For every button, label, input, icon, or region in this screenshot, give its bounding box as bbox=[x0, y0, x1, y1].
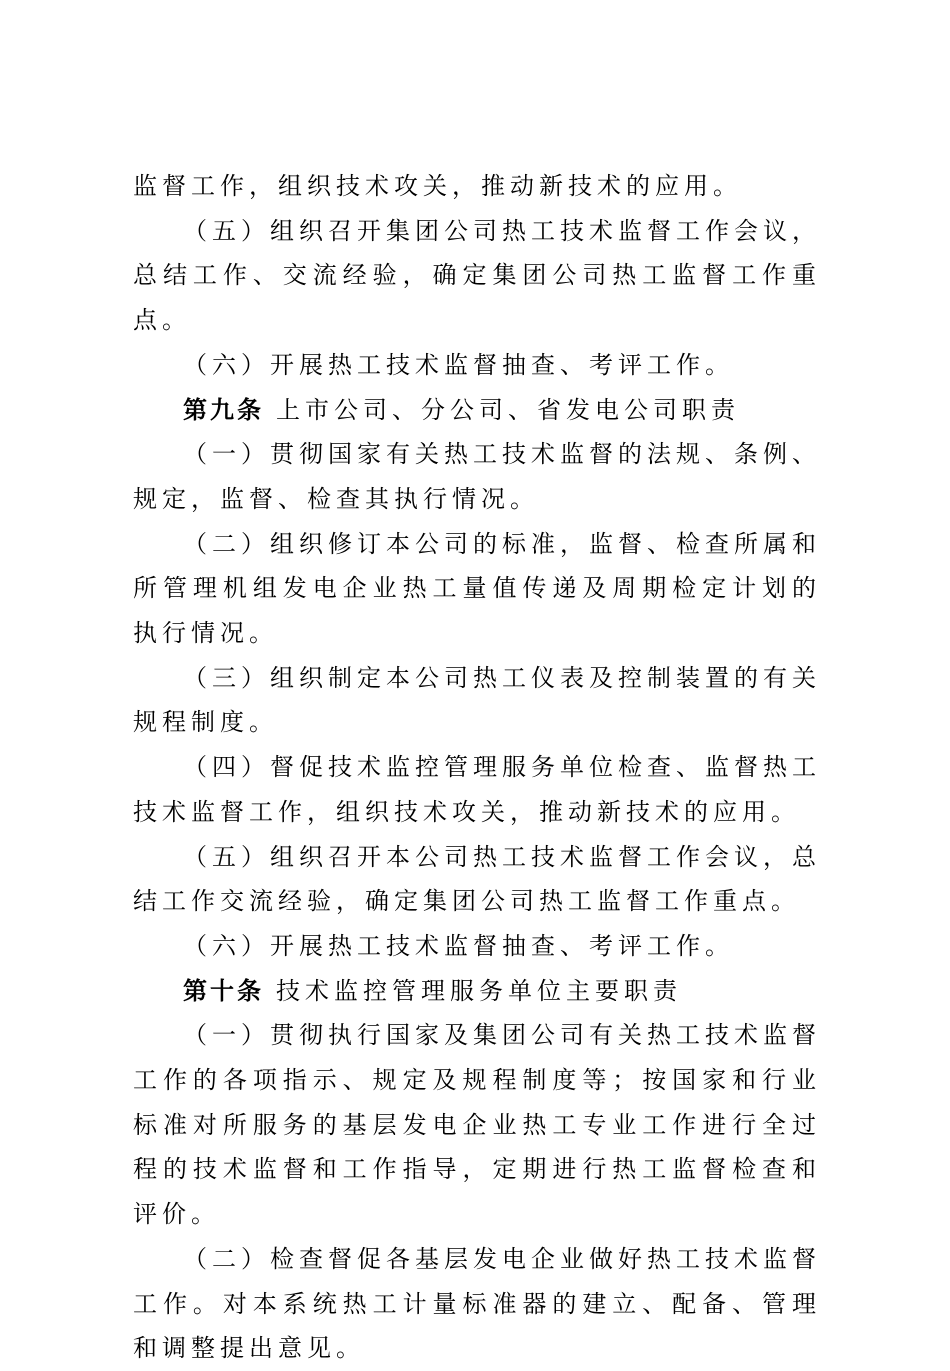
list-item-5-group-meeting: （五）组织召开集团公司热工技术监督工作会议，总结工作、交流经验，确定集团公司热工监督工作重点。 bbox=[133, 216, 821, 335]
article-10-number: 第十条 bbox=[183, 975, 264, 1005]
article-10-title: 技术监控管理服务单位主要职责 bbox=[276, 976, 682, 1005]
article-9-item-4: （四）督促技术监控管理服务单位检查、监督热工技术监督工作，组织技术攻关，推动新技术的应用。 bbox=[133, 753, 821, 826]
article-10-heading bbox=[133, 969, 821, 1014]
article-9-item-2: （二）组织修订本公司的标准，监督、检查所属和所管理机组发电企业热工量值传递及周期检定计划的执行情况。 bbox=[133, 529, 821, 648]
article-9-item-1: （一）贯彻国家有关热工技术监督的法规、条例、规定，监督、检查其执行情况。 bbox=[133, 440, 821, 513]
document-body bbox=[133, 164, 821, 1371]
article-9-item-6: （六）开展热工技术监督抽查、考评工作。 bbox=[183, 931, 734, 960]
article-9-item-3: （三）组织制定本公司热工仪表及控制装置的有关规程制度。 bbox=[133, 663, 821, 737]
list-item-6-group-inspection: （六）开展热工技术监督抽查、考评工作。 bbox=[183, 350, 734, 379]
paragraph-continuation: 监督工作，组织技术攻关，推动新技术的应用。 bbox=[133, 172, 742, 200]
article-9-heading bbox=[133, 388, 821, 433]
article-9-title: 上市公司、分公司、省发电公司职责 bbox=[276, 395, 740, 424]
article-9-item-5: （五）组织召开本公司热工技术监督工作会议，总结工作交流经验，确定集团公司热工监督工作重点。 bbox=[133, 842, 821, 916]
article-10-item-1: （一）贯彻执行国家及集团公司有关热工技术监督工作的各项指示、规定及规程制度等；按国家和行业标准对所服务的基层发电企业热工专业工作进行全过程的技术监督和工作指导，定期进行热工监督检查和评价。 bbox=[133, 1021, 821, 1229]
article-9-number: 第九条 bbox=[183, 394, 264, 424]
article-10-item-2: （二）检查督促各基层发电企业做好热工技术监督工作。对本系统热工计量标准器的建立、配备、管理和调整提出意见。 bbox=[133, 1244, 821, 1363]
